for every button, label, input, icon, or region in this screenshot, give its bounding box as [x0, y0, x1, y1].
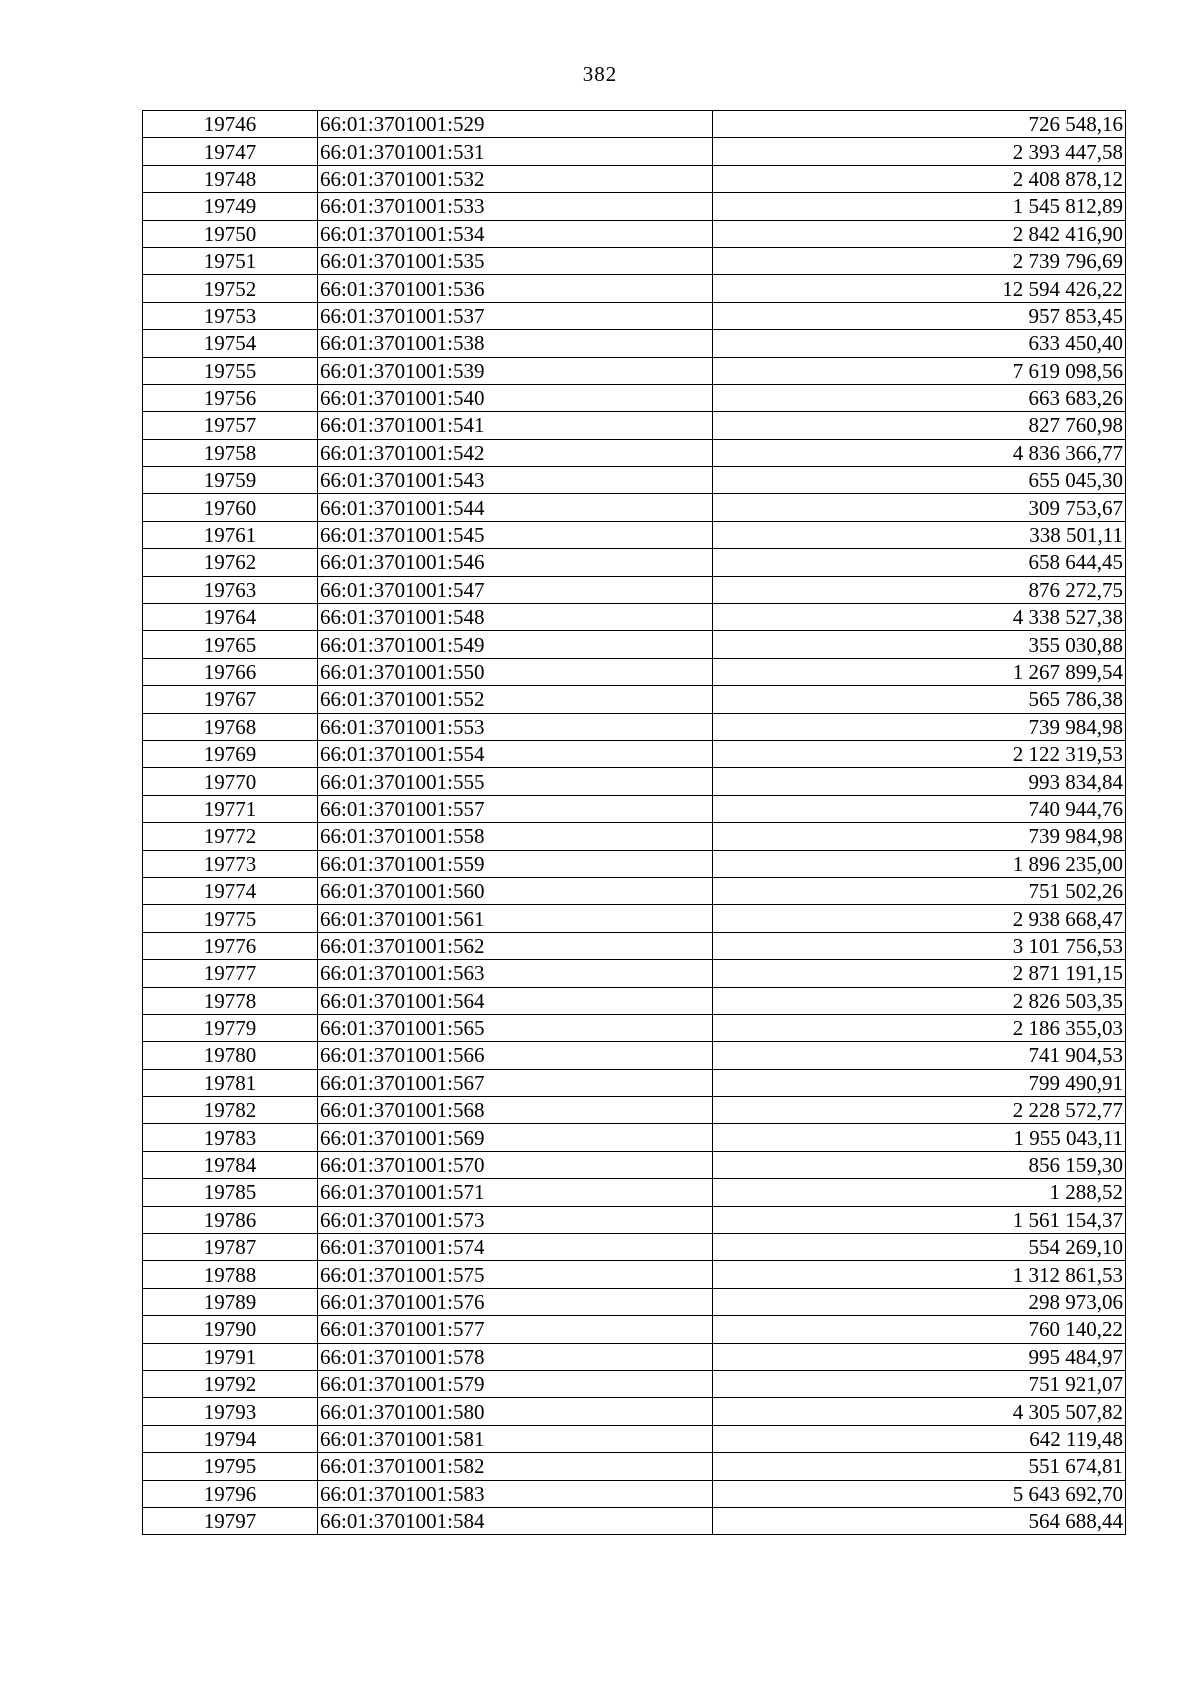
- cadastral-number-cell: 66:01:3701001:571: [318, 1179, 713, 1206]
- row-number-cell: 19748: [143, 165, 318, 192]
- table-row: [143, 905, 1126, 932]
- row-number-cell: 19754: [143, 330, 318, 357]
- cadastral-value-cell: 827 760,98: [713, 412, 1126, 439]
- row-number-cell: 19796: [143, 1480, 318, 1507]
- table-row: [143, 768, 1126, 795]
- cadastral-number-cell: 66:01:3701001:540: [318, 384, 713, 411]
- cadastral-value-cell: 1 561 154,37: [713, 1206, 1126, 1233]
- row-number-cell: 19777: [143, 960, 318, 987]
- cadastral-value-cell: 2 186 355,03: [713, 1014, 1126, 1041]
- row-number-cell: 19762: [143, 549, 318, 576]
- table-row: [143, 111, 1126, 138]
- table-row: [143, 1042, 1126, 1069]
- cadastral-value-cell: 338 501,11: [713, 521, 1126, 548]
- cadastral-number-cell: 66:01:3701001:552: [318, 686, 713, 713]
- cadastral-value-cell: 751 502,26: [713, 877, 1126, 904]
- row-number-cell: 19780: [143, 1042, 318, 1069]
- cadastral-value-cell: 551 674,81: [713, 1453, 1126, 1480]
- row-number-cell: 19788: [143, 1261, 318, 1288]
- row-number-cell: 19789: [143, 1288, 318, 1315]
- cadastral-value-cell: 726 548,16: [713, 111, 1126, 138]
- cadastral-number-cell: 66:01:3701001:541: [318, 412, 713, 439]
- row-number-cell: 19783: [143, 1124, 318, 1151]
- cadastral-number-cell: 66:01:3701001:576: [318, 1288, 713, 1315]
- cadastral-value-cell: 1 267 899,54: [713, 658, 1126, 685]
- row-number-cell: 19765: [143, 631, 318, 658]
- table-row: [143, 631, 1126, 658]
- cadastral-number-cell: 66:01:3701001:569: [318, 1124, 713, 1151]
- table-row: [143, 439, 1126, 466]
- cadastral-value-cell: 739 984,98: [713, 713, 1126, 740]
- row-number-cell: 19774: [143, 877, 318, 904]
- cadastral-value-cell: 2 228 572,77: [713, 1097, 1126, 1124]
- table-row: [143, 384, 1126, 411]
- table-row: [143, 658, 1126, 685]
- table-row: [143, 1234, 1126, 1261]
- table-row: [143, 357, 1126, 384]
- row-number-cell: 19747: [143, 138, 318, 165]
- table-row: [143, 1480, 1126, 1507]
- cadastral-value-cell: 4 338 527,38: [713, 604, 1126, 631]
- table-row: [143, 302, 1126, 329]
- cadastral-value-cell: 995 484,97: [713, 1343, 1126, 1370]
- cadastral-number-cell: 66:01:3701001:531: [318, 138, 713, 165]
- cadastral-value-cell: 1 288,52: [713, 1179, 1126, 1206]
- cadastral-number-cell: 66:01:3701001:547: [318, 576, 713, 603]
- cadastral-value-cell: 856 159,30: [713, 1151, 1126, 1178]
- cadastral-number-cell: 66:01:3701001:548: [318, 604, 713, 631]
- table-row: [143, 494, 1126, 521]
- cadastral-number-cell: 66:01:3701001:566: [318, 1042, 713, 1069]
- table-row: [143, 165, 1126, 192]
- cadastral-number-cell: 66:01:3701001:583: [318, 1480, 713, 1507]
- cadastral-number-cell: 66:01:3701001:529: [318, 111, 713, 138]
- cadastral-number-cell: 66:01:3701001:536: [318, 275, 713, 302]
- row-number-cell: 19755: [143, 357, 318, 384]
- cadastral-value-cell: 1 955 043,11: [713, 1124, 1126, 1151]
- table-row: [143, 576, 1126, 603]
- cadastral-value-cell: 355 030,88: [713, 631, 1126, 658]
- row-number-cell: 19763: [143, 576, 318, 603]
- row-number-cell: 19769: [143, 740, 318, 767]
- table-row: [143, 193, 1126, 220]
- cadastral-value-cell: 2 408 878,12: [713, 165, 1126, 192]
- row-number-cell: 19786: [143, 1206, 318, 1233]
- table-row: [143, 220, 1126, 247]
- cadastral-number-cell: 66:01:3701001:564: [318, 987, 713, 1014]
- cadastral-value-cell: 12 594 426,22: [713, 275, 1126, 302]
- table-row: [143, 1179, 1126, 1206]
- cadastral-number-cell: 66:01:3701001:577: [318, 1316, 713, 1343]
- row-number-cell: 19787: [143, 1234, 318, 1261]
- cadastral-number-cell: 66:01:3701001:578: [318, 1343, 713, 1370]
- row-number-cell: 19767: [143, 686, 318, 713]
- table-row: [143, 1507, 1126, 1534]
- cadastral-value-cell: 564 688,44: [713, 1507, 1126, 1534]
- table-row: [143, 1261, 1126, 1288]
- row-number-cell: 19759: [143, 467, 318, 494]
- table-row: [143, 1151, 1126, 1178]
- table-row: [143, 1069, 1126, 1096]
- row-number-cell: 19760: [143, 494, 318, 521]
- table-row: [143, 960, 1126, 987]
- cadastral-value-table: [142, 110, 1126, 1535]
- table-row: [143, 823, 1126, 850]
- cadastral-value-cell: 1 545 812,89: [713, 193, 1126, 220]
- cadastral-value-cell: 655 045,30: [713, 467, 1126, 494]
- table-row: [143, 1288, 1126, 1315]
- row-number-cell: 19773: [143, 850, 318, 877]
- cadastral-value-cell: 658 644,45: [713, 549, 1126, 576]
- table-row: [143, 1370, 1126, 1397]
- cadastral-value-cell: 2 842 416,90: [713, 220, 1126, 247]
- row-number-cell: 19792: [143, 1370, 318, 1397]
- cadastral-number-cell: 66:01:3701001:554: [318, 740, 713, 767]
- row-number-cell: 19782: [143, 1097, 318, 1124]
- page-number: 382: [582, 62, 618, 86]
- cadastral-number-cell: 66:01:3701001:535: [318, 247, 713, 274]
- table-row: [143, 932, 1126, 959]
- cadastral-number-cell: 66:01:3701001:544: [318, 494, 713, 521]
- cadastral-value-cell: 760 140,22: [713, 1316, 1126, 1343]
- cadastral-value-cell: 4 305 507,82: [713, 1398, 1126, 1425]
- cadastral-value-cell: 7 619 098,56: [713, 357, 1126, 384]
- cadastral-value-cell: 309 753,67: [713, 494, 1126, 521]
- cadastral-number-cell: 66:01:3701001:570: [318, 1151, 713, 1178]
- row-number-cell: 19764: [143, 604, 318, 631]
- row-number-cell: 19750: [143, 220, 318, 247]
- cadastral-number-cell: 66:01:3701001:549: [318, 631, 713, 658]
- row-number-cell: 19761: [143, 521, 318, 548]
- table-row: [143, 1343, 1126, 1370]
- table-row: [143, 521, 1126, 548]
- table-row: [143, 850, 1126, 877]
- cadastral-number-cell: 66:01:3701001:537: [318, 302, 713, 329]
- cadastral-number-cell: 66:01:3701001:555: [318, 768, 713, 795]
- cadastral-number-cell: 66:01:3701001:532: [318, 165, 713, 192]
- table-row: [143, 330, 1126, 357]
- row-number-cell: 19794: [143, 1425, 318, 1452]
- cadastral-number-cell: 66:01:3701001:561: [318, 905, 713, 932]
- row-number-cell: 19785: [143, 1179, 318, 1206]
- row-number-cell: 19746: [143, 111, 318, 138]
- cadastral-value-cell: 633 450,40: [713, 330, 1126, 357]
- cadastral-value-cell: 799 490,91: [713, 1069, 1126, 1096]
- row-number-cell: 19793: [143, 1398, 318, 1425]
- cadastral-number-cell: 66:01:3701001:557: [318, 795, 713, 822]
- cadastral-number-cell: 66:01:3701001:545: [318, 521, 713, 548]
- table-row: [143, 795, 1126, 822]
- row-number-cell: 19751: [143, 247, 318, 274]
- cadastral-value-cell: 751 921,07: [713, 1370, 1126, 1397]
- table-row: [143, 412, 1126, 439]
- cadastral-value-cell: 2 826 503,35: [713, 987, 1126, 1014]
- cadastral-number-cell: 66:01:3701001:580: [318, 1398, 713, 1425]
- cadastral-number-cell: 66:01:3701001:533: [318, 193, 713, 220]
- cadastral-value-cell: 1 312 861,53: [713, 1261, 1126, 1288]
- row-number-cell: 19771: [143, 795, 318, 822]
- cadastral-value-cell: 554 269,10: [713, 1234, 1126, 1261]
- table-row: [143, 549, 1126, 576]
- table-row: [143, 275, 1126, 302]
- row-number-cell: 19758: [143, 439, 318, 466]
- cadastral-number-cell: 66:01:3701001:560: [318, 877, 713, 904]
- row-number-cell: 19776: [143, 932, 318, 959]
- table-row: [143, 247, 1126, 274]
- cadastral-value-cell: 957 853,45: [713, 302, 1126, 329]
- cadastral-value-cell: 2 938 668,47: [713, 905, 1126, 932]
- cadastral-value-cell: 1 896 235,00: [713, 850, 1126, 877]
- cadastral-number-cell: 66:01:3701001:542: [318, 439, 713, 466]
- row-number-cell: 19779: [143, 1014, 318, 1041]
- cadastral-value-cell: 741 904,53: [713, 1042, 1126, 1069]
- cadastral-number-cell: 66:01:3701001:562: [318, 932, 713, 959]
- cadastral-value-cell: 4 836 366,77: [713, 439, 1126, 466]
- row-number-cell: 19775: [143, 905, 318, 932]
- row-number-cell: 19772: [143, 823, 318, 850]
- cadastral-number-cell: 66:01:3701001:581: [318, 1425, 713, 1452]
- table-row: [143, 1453, 1126, 1480]
- row-number-cell: 19768: [143, 713, 318, 740]
- cadastral-value-cell: 663 683,26: [713, 384, 1126, 411]
- table-row: [143, 138, 1126, 165]
- cadastral-number-cell: 66:01:3701001:558: [318, 823, 713, 850]
- row-number-cell: 19790: [143, 1316, 318, 1343]
- table-row: [143, 1425, 1126, 1452]
- table-row: [143, 713, 1126, 740]
- table-row: [143, 1124, 1126, 1151]
- table-row: [143, 1097, 1126, 1124]
- cadastral-number-cell: 66:01:3701001:579: [318, 1370, 713, 1397]
- cadastral-value-cell: 993 834,84: [713, 768, 1126, 795]
- cadastral-number-cell: 66:01:3701001:550: [318, 658, 713, 685]
- row-number-cell: 19791: [143, 1343, 318, 1370]
- row-number-cell: 19753: [143, 302, 318, 329]
- cadastral-number-cell: 66:01:3701001:574: [318, 1234, 713, 1261]
- cadastral-value-cell: 3 101 756,53: [713, 932, 1126, 959]
- cadastral-value-cell: 739 984,98: [713, 823, 1126, 850]
- cadastral-number-cell: 66:01:3701001:534: [318, 220, 713, 247]
- cadastral-value-cell: 565 786,38: [713, 686, 1126, 713]
- table-row: [143, 1316, 1126, 1343]
- row-number-cell: 19784: [143, 1151, 318, 1178]
- table-row: [143, 987, 1126, 1014]
- cadastral-number-cell: 66:01:3701001:546: [318, 549, 713, 576]
- cadastral-value-cell: 2 122 319,53: [713, 740, 1126, 767]
- cadastral-number-cell: 66:01:3701001:567: [318, 1069, 713, 1096]
- table-row: [143, 604, 1126, 631]
- cadastral-number-cell: 66:01:3701001:539: [318, 357, 713, 384]
- table-row: [143, 686, 1126, 713]
- row-number-cell: 19756: [143, 384, 318, 411]
- table-row: [143, 877, 1126, 904]
- table-row: [143, 1014, 1126, 1041]
- row-number-cell: 19749: [143, 193, 318, 220]
- cadastral-number-cell: 66:01:3701001:553: [318, 713, 713, 740]
- table-row: [143, 740, 1126, 767]
- cadastral-value-cell: 876 272,75: [713, 576, 1126, 603]
- cadastral-number-cell: 66:01:3701001:565: [318, 1014, 713, 1041]
- row-number-cell: 19797: [143, 1507, 318, 1534]
- cadastral-value-cell: 5 643 692,70: [713, 1480, 1126, 1507]
- table-row: [143, 1398, 1126, 1425]
- cadastral-value-cell: 2 739 796,69: [713, 247, 1126, 274]
- cadastral-value-cell: 2 871 191,15: [713, 960, 1126, 987]
- row-number-cell: 19752: [143, 275, 318, 302]
- table-row: [143, 467, 1126, 494]
- row-number-cell: 19781: [143, 1069, 318, 1096]
- cadastral-number-cell: 66:01:3701001:559: [318, 850, 713, 877]
- cadastral-number-cell: 66:01:3701001:568: [318, 1097, 713, 1124]
- cadastral-number-cell: 66:01:3701001:538: [318, 330, 713, 357]
- cadastral-value-cell: 298 973,06: [713, 1288, 1126, 1315]
- cadastral-number-cell: 66:01:3701001:563: [318, 960, 713, 987]
- row-number-cell: 19770: [143, 768, 318, 795]
- table-row: [143, 1206, 1126, 1233]
- row-number-cell: 19795: [143, 1453, 318, 1480]
- cadastral-number-cell: 66:01:3701001:575: [318, 1261, 713, 1288]
- row-number-cell: 19766: [143, 658, 318, 685]
- row-number-cell: 19757: [143, 412, 318, 439]
- cadastral-number-cell: 66:01:3701001:543: [318, 467, 713, 494]
- cadastral-value-cell: 642 119,48: [713, 1425, 1126, 1452]
- cadastral-value-cell: 740 944,76: [713, 795, 1126, 822]
- cadastral-number-cell: 66:01:3701001:582: [318, 1453, 713, 1480]
- cadastral-number-cell: 66:01:3701001:573: [318, 1206, 713, 1233]
- row-number-cell: 19778: [143, 987, 318, 1014]
- cadastral-number-cell: 66:01:3701001:584: [318, 1507, 713, 1534]
- cadastral-value-cell: 2 393 447,58: [713, 138, 1126, 165]
- table-body: [143, 111, 1126, 1535]
